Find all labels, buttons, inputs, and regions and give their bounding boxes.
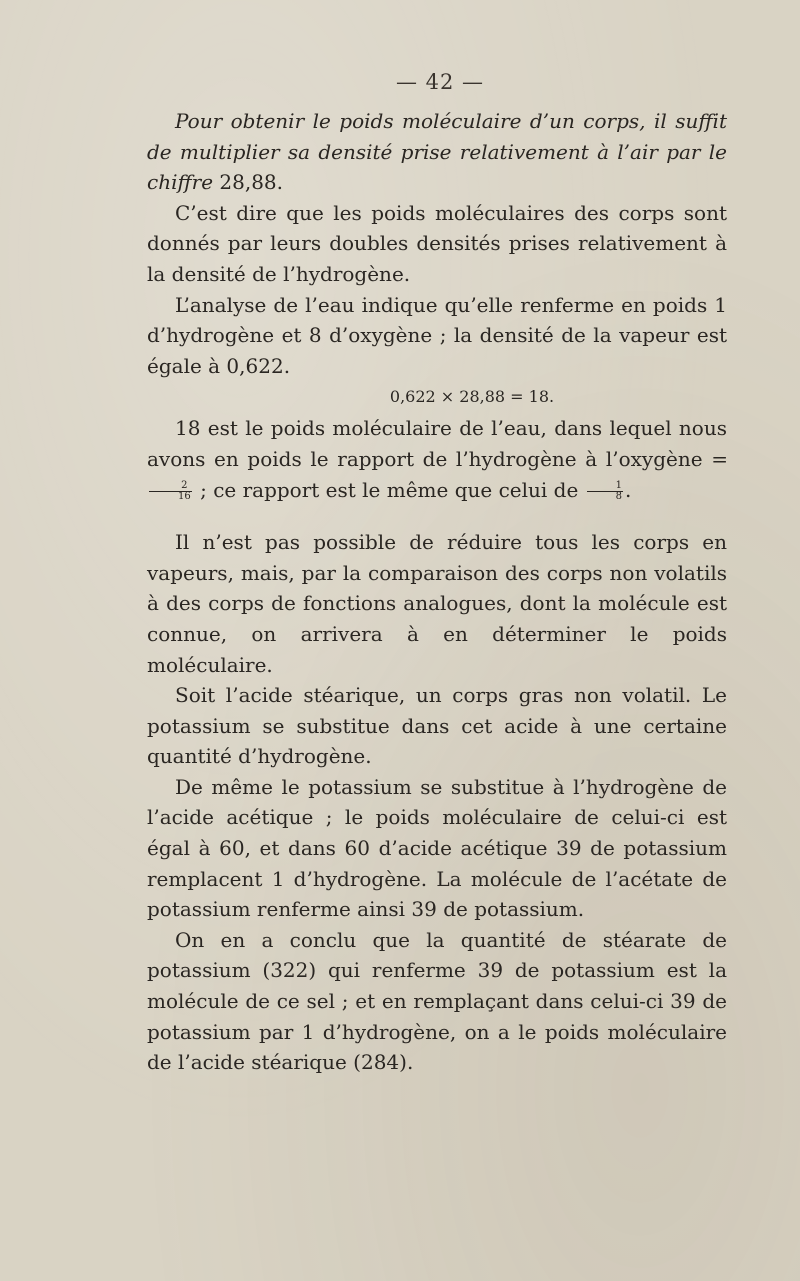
paragraph-4-text-start: 18 est le poids moléculaire de l’eau, dans lequel nous avons en poids le rapport de l’hydrogène à l’oxygène xyxy=(147,416,727,471)
italic-rule-text: Pour obtenir le poids moléculaire d’un corps, il suffit de multiplier sa densité prise relativement à l’air par le chiffre xyxy=(147,109,727,195)
paragraph-4 xyxy=(147,413,727,505)
fraction-numerator: 1 xyxy=(587,481,623,492)
body-text xyxy=(147,106,727,1078)
paragraph-1 xyxy=(147,106,727,198)
fraction-denominator: 8 xyxy=(615,490,623,502)
fraction-one-eighth xyxy=(587,481,623,502)
page-number: — 42 — xyxy=(395,70,485,94)
paragraph-4-text-end: . xyxy=(625,477,632,502)
paragraph-2: C’est dire que les poids moléculaires des corps sont donnés par leurs doubles densités prises relativement à la densité de l’hydrogène. xyxy=(147,200,727,286)
paragraph-5: Il n’est pas possible de réduire tous les corps en vapeurs, mais, par la comparaison des corps non volatils à des corps de fonctions analogues, dont la molécule est connue, on arrivera à en déterminer le poids moléculaire. xyxy=(147,530,727,677)
paragraph-3: L’analyse de l’eau indique qu’elle renferme en poids 1 d’hydrogène et 8 d’oxygène ; la densité de la vapeur est égale à 0,622. xyxy=(147,292,727,378)
paragraph-gap xyxy=(147,505,727,527)
fraction-numerator: 2 xyxy=(149,481,192,492)
paragraph-6: Soit l’acide stéarique, un corps gras non volatil. Le potassium se substitue dans cet acide à une certaine quantité d’hydrogène. xyxy=(147,683,727,769)
paragraph-4-text-middle: ; ce rapport est le même que celui de xyxy=(193,477,585,502)
rule-value-text: 28,88. xyxy=(213,170,284,195)
paragraph-8: On en a conclu que la quantité de stéarate de potassium (322) qui renferme 39 de potassium est la molécule de ce sel ; et en remplaçant dans celui-ci 39 de potassium par 1 d’hydrogène, on a le poids moléculaire de l’acide stéarique (284). xyxy=(147,927,727,1075)
equals-sign: = xyxy=(711,446,727,471)
paragraph-7: De même le potassium se substitue à l’hydrogène de l’acide acétique ; le poids moléculaire de celui-ci est égal à 60, et dans 60 d’acide acétique 39 de potassium remplacent 1 d’hydrogène. La molécule de l’acétate de potassium renferme ainsi 39 de potassium. xyxy=(147,774,727,922)
formula-line: 0,622 × 28,88 = 18. xyxy=(389,387,555,407)
fraction-denominator: 16 xyxy=(178,490,191,502)
fraction-two-sixteenths xyxy=(149,481,192,502)
